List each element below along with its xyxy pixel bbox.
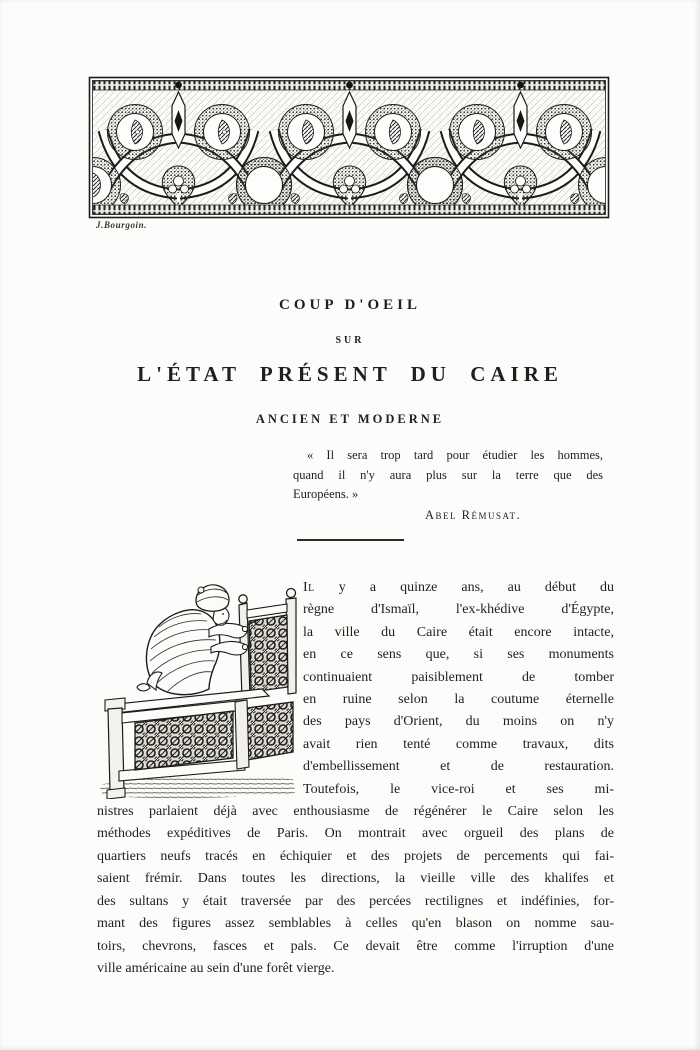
craftsman-bench-illustration bbox=[97, 579, 297, 799]
epigraph-line: « Il sera trop tard pour étudier les hommes, bbox=[307, 448, 603, 462]
arabesque-ornament-band bbox=[88, 76, 610, 219]
title-kicker: COUP D'OEIL bbox=[279, 297, 421, 313]
epigraph-attribution: Abel Rémusat. bbox=[425, 507, 522, 522]
page-subtitle: ANCIEN ET MODERNE bbox=[255, 412, 445, 426]
body-line-text: y a quinze ans, au début du bbox=[314, 580, 614, 595]
body-line: en ruine selon la coutume éternelle bbox=[303, 692, 614, 708]
body-line: saient frémir. Dans toutes les directions, la vieille ville des khalifes et bbox=[97, 871, 614, 887]
body-text bbox=[97, 577, 614, 980]
body-line: ville américaine au sein d'une forêt vierge. bbox=[97, 960, 335, 976]
body-line: continuaient paisiblement de tomber bbox=[303, 669, 614, 685]
body-line: toirs, chevrons, fasces et pals. Ce devait être comme l'irruption d'une bbox=[97, 938, 614, 954]
body-line: la ville du Caire était encore intacte, bbox=[303, 624, 614, 640]
epigraph-line: quand il n'y aura plus sur la terre que des bbox=[293, 467, 603, 482]
body-line: quartiers neufs tracés en échiquier et des projets de percements qui fai- bbox=[97, 848, 614, 864]
body-line: Toutefois, le vice-roi et ses mi- bbox=[303, 781, 614, 797]
lead-word: Il bbox=[303, 580, 315, 595]
body-line: des pays d'Orient, du moins on n'y bbox=[303, 714, 614, 730]
body-line: règne d'Ismaïl, l'ex-khédive d'Égypte, bbox=[303, 602, 614, 618]
body-line: mant des figures assez semblables à celles qu'en blason on nomme sau- bbox=[97, 916, 614, 932]
body-line: avait rien tenté comme travaux, dits bbox=[303, 736, 614, 752]
body-line: d'embellissement et de restauration. bbox=[303, 759, 614, 775]
page-title: L'ÉTAT PRÉSENT DU CAIRE bbox=[137, 362, 563, 386]
title-connector: SUR bbox=[335, 335, 365, 346]
body-line: des sultans y était traversée par des percées rectilignes et indéfinies, for- bbox=[97, 893, 614, 909]
body-line: nistres parlaient déjà avec enthousiasme de régénérer le Caire selon les bbox=[97, 804, 614, 820]
epigraph-line: Européens. » bbox=[293, 487, 359, 501]
section-rule bbox=[297, 539, 404, 541]
body-line: méthodes expéditives de Paris. On montrait avec orgueil des plans de bbox=[97, 826, 614, 842]
body-line: en ce sens que, si ses monuments bbox=[303, 647, 614, 663]
engraver-signature: J.Bourgoin. bbox=[96, 220, 148, 230]
epigraph bbox=[293, 446, 603, 525]
